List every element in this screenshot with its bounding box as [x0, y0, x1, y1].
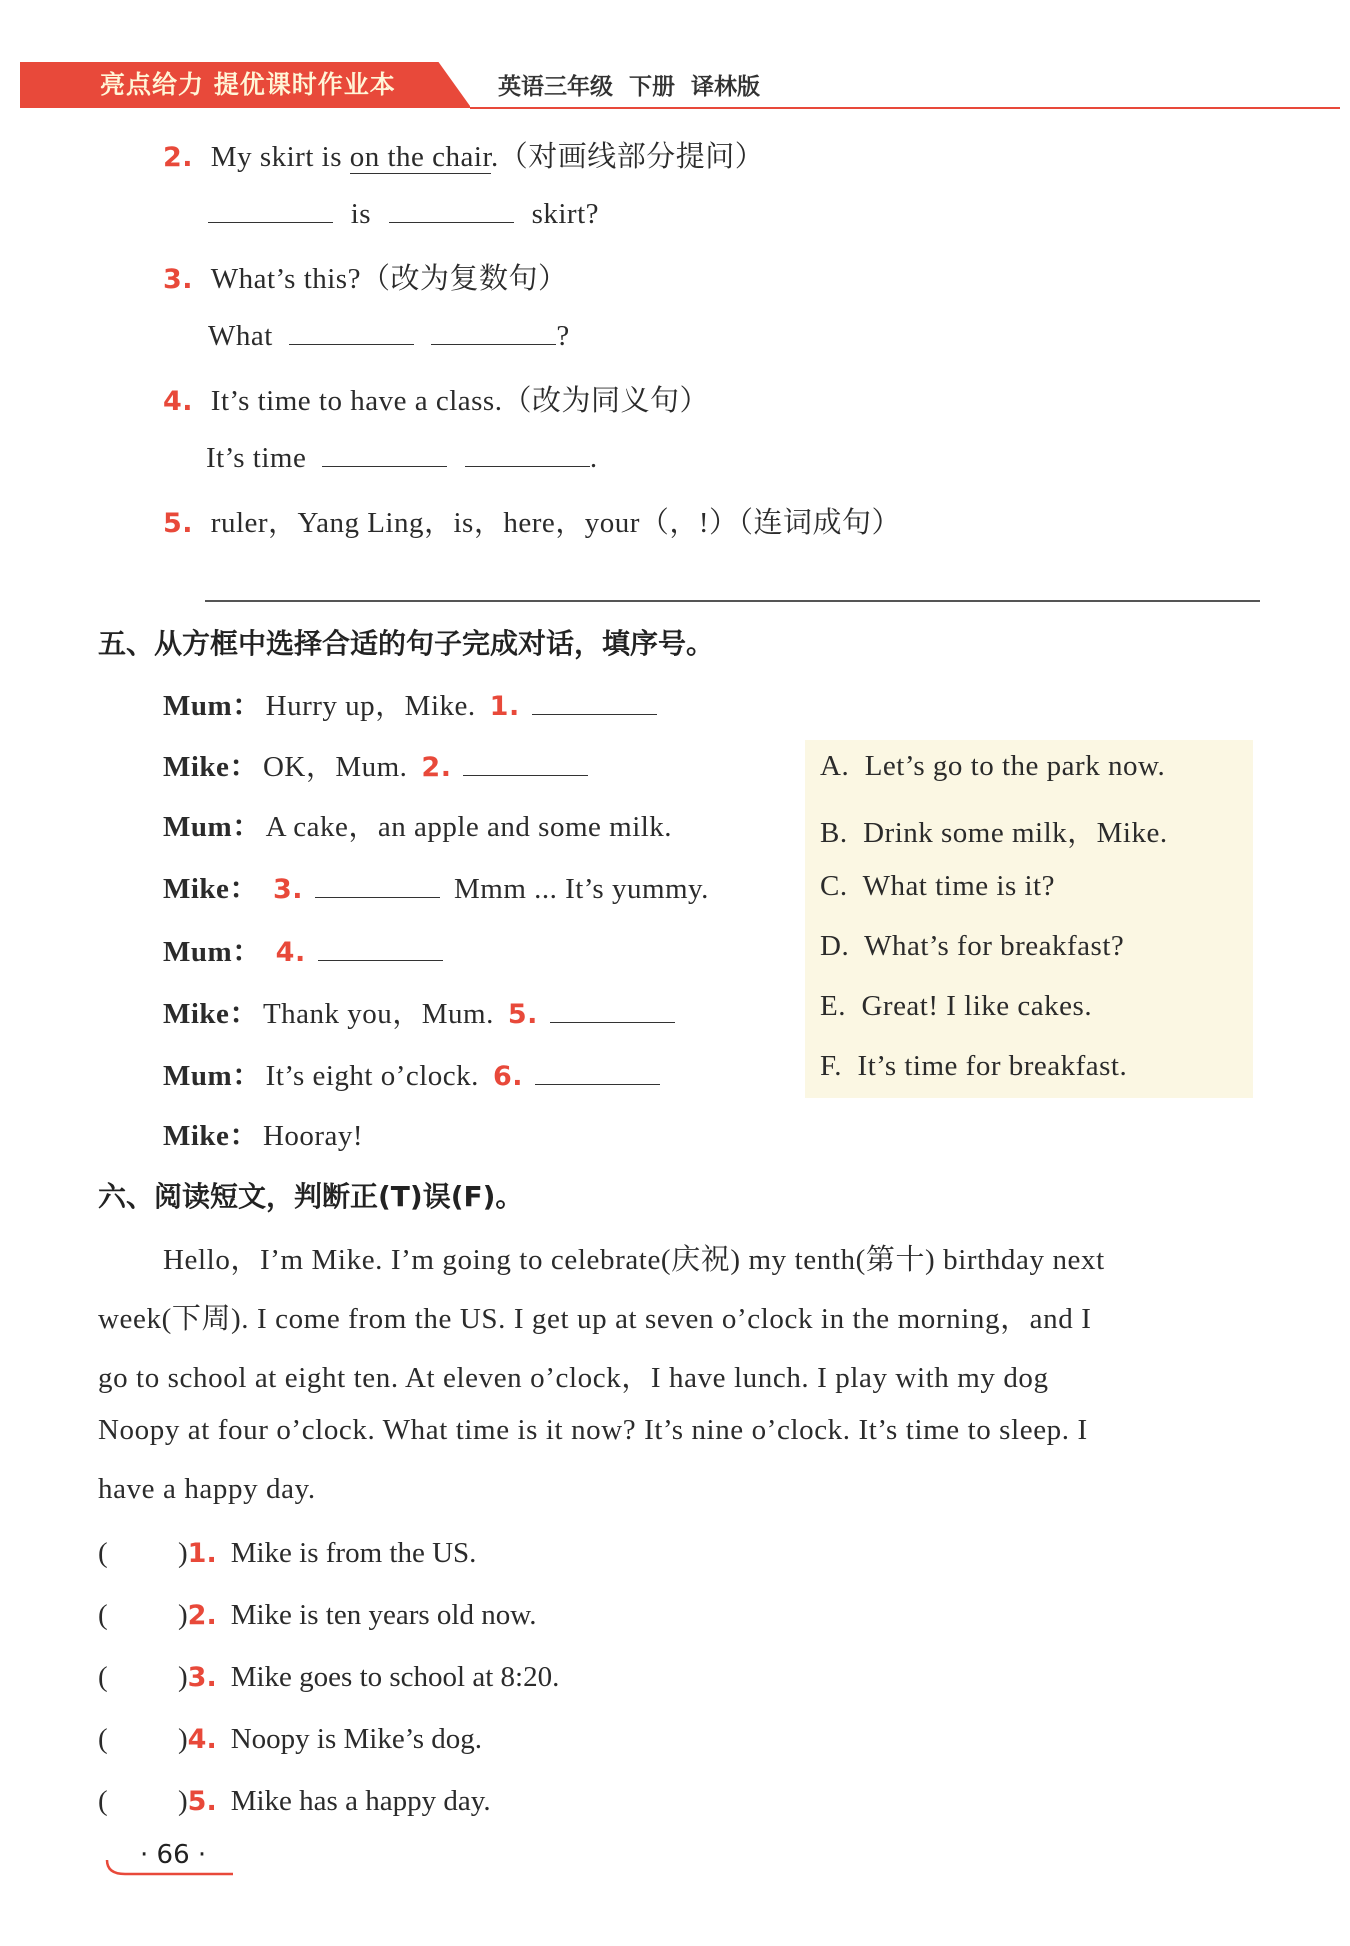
question-text: Mike is ten years old now. — [230, 1599, 537, 1631]
dialogue-line — [163, 683, 657, 724]
tf-question — [98, 1537, 476, 1570]
answer-paren-open[interactable]: ( — [98, 1537, 108, 1569]
blank-number: 2. — [421, 752, 452, 783]
answer-paren-open[interactable]: ( — [98, 1661, 108, 1693]
answer-paren-open[interactable]: ( — [98, 1599, 108, 1631]
dialogue-text: A cake，an apple and some milk. — [265, 811, 673, 843]
header-title: 亮点给力 提优课时作业本 — [100, 70, 396, 99]
answer-paren-close: ) — [178, 1599, 188, 1631]
blank-number: 1. — [489, 691, 520, 722]
question-4-2 — [163, 134, 764, 175]
question-text: Mike has a happy day. — [230, 1785, 491, 1817]
answer-blank[interactable] — [431, 316, 556, 345]
blank-number: 4. — [275, 937, 306, 968]
question-text: Mike is from the US. — [230, 1537, 477, 1569]
dialogue-line — [163, 1113, 363, 1154]
dialogue-line — [163, 866, 709, 907]
answer-line-4-3 — [208, 316, 570, 353]
question-4-5 — [163, 500, 901, 541]
tf-question — [98, 1723, 482, 1756]
answer-text: . — [589, 442, 598, 474]
answer-blank[interactable] — [463, 747, 588, 776]
question-number: 2. — [163, 142, 194, 173]
dialogue-text: Mmm ... It’s yummy. — [453, 873, 709, 905]
option-item: E. Great! I like cakes. — [820, 990, 1093, 1022]
answer-blank[interactable] — [465, 438, 590, 467]
answer-blank-long[interactable] — [205, 600, 1260, 602]
question-number: 2. — [187, 1600, 217, 1631]
answer-text: is — [350, 198, 372, 230]
answer-text: It’s time — [206, 442, 307, 474]
dialogue-text: It’s eight o’clock. — [265, 1060, 479, 1092]
tf-question — [98, 1599, 537, 1632]
answer-blank[interactable] — [550, 994, 675, 1023]
answer-paren-open[interactable]: ( — [98, 1723, 108, 1755]
question-text: Noopy is Mike’s dog. — [230, 1723, 483, 1755]
dialogue-text: Hurry up，Mike. — [265, 690, 476, 722]
dialogue-line — [163, 1053, 660, 1094]
speaker-label: Mike： — [163, 751, 259, 783]
option-item: A. Let’s go to the park now. — [820, 750, 1166, 782]
underlined-phrase: on the chair — [349, 141, 492, 173]
option-item: F. It’s time for breakfast. — [820, 1050, 1128, 1082]
question-instruction: .（对画线部分提问） — [491, 141, 765, 173]
question-number: 5. — [187, 1786, 217, 1817]
question-number: 1. — [187, 1538, 217, 1569]
page-number: · 66 · — [140, 1840, 207, 1870]
dialogue-text: OK，Mum. — [262, 751, 408, 783]
option-item: C. What time is it? — [820, 870, 1055, 902]
answer-blank[interactable] — [532, 686, 657, 715]
dialogue-text: Thank you，Mum. — [262, 998, 494, 1030]
question-text: What’s this?（改为复数句） — [210, 263, 568, 295]
tf-question — [98, 1661, 559, 1694]
speaker-label: Mum： — [163, 936, 262, 968]
answer-paren-close: ) — [178, 1661, 188, 1693]
speaker-label: Mike： — [163, 873, 259, 905]
dialogue-line — [163, 991, 675, 1032]
answer-line-4-4 — [206, 438, 598, 475]
question-text: ruler，Yang Ling，is，here，your（，!）（连词成句） — [210, 507, 902, 539]
question-text: My skirt is — [210, 141, 350, 173]
answer-blank[interactable] — [315, 869, 440, 898]
header-rule-left — [20, 106, 470, 108]
blank-number: 3. — [272, 874, 303, 905]
answer-blank[interactable] — [535, 1056, 660, 1085]
header-subtitle: 英语三年级 下册 译林版 — [498, 74, 761, 100]
answer-text: skirt? — [531, 198, 600, 230]
question-number: 5. — [163, 508, 194, 539]
option-item: B. Drink some milk，Mike. — [820, 817, 1168, 849]
answer-blank[interactable] — [318, 932, 443, 961]
passage-line: week(下周). I come from the US. I get up at seven o’clock in the morning，and I — [98, 1303, 1092, 1335]
question-number: 3. — [163, 264, 194, 295]
dialogue-text: Hooray! — [262, 1120, 364, 1152]
section-heading-5: 五、从方框中选择合适的句子完成对话，填序号。 — [98, 627, 715, 660]
speaker-label: Mum： — [163, 1060, 262, 1092]
question-text: It’s time to have a class.（改为同义句） — [210, 385, 709, 417]
question-number: 4. — [187, 1724, 217, 1755]
speaker-label: Mum： — [163, 690, 262, 722]
answer-blank[interactable] — [208, 194, 333, 223]
dialogue-line — [163, 744, 588, 785]
section-heading-6: 六、阅读短文，判断正(T)误(F)。 — [98, 1180, 524, 1213]
passage-line: Noopy at four o’clock. What time is it now? It’s nine o’clock. It’s time to sleep. I — [98, 1414, 1088, 1446]
speaker-label: Mike： — [163, 998, 259, 1030]
blank-number: 5. — [507, 999, 538, 1030]
option-item: D. What’s for breakfast? — [820, 930, 1125, 962]
answer-paren-close: ) — [178, 1723, 188, 1755]
passage-line: have a happy day. — [98, 1473, 316, 1505]
answer-text: ? — [556, 320, 570, 352]
blank-number: 6. — [492, 1061, 523, 1092]
tf-question — [98, 1785, 491, 1818]
answer-blank[interactable] — [322, 438, 447, 467]
question-4-3 — [163, 256, 567, 297]
answer-blank[interactable] — [389, 194, 514, 223]
answer-line-4-2 — [208, 194, 599, 231]
dialogue-line — [163, 929, 443, 970]
question-number: 3. — [187, 1662, 217, 1693]
question-4-4 — [163, 378, 709, 419]
speaker-label: Mike： — [163, 1120, 259, 1152]
question-text: Mike goes to school at 8:20. — [230, 1661, 560, 1693]
dialogue-line — [163, 804, 672, 845]
answer-text: What — [208, 320, 273, 352]
options-box — [805, 740, 1253, 1098]
passage-line: go to school at eight ten. At eleven o’clock，I have lunch. I play with my dog — [98, 1362, 1049, 1394]
answer-paren-open[interactable]: ( — [98, 1785, 108, 1817]
answer-paren-close: ) — [178, 1785, 188, 1817]
question-number: 4. — [163, 386, 194, 417]
speaker-label: Mum： — [163, 811, 262, 843]
passage-line: Hello，I’m Mike. I’m going to celebrate(庆祝) my tenth(第十) birthday next — [163, 1244, 1105, 1276]
answer-paren-close: ) — [178, 1537, 188, 1569]
header-rule — [470, 107, 1340, 109]
answer-blank[interactable] — [289, 316, 414, 345]
